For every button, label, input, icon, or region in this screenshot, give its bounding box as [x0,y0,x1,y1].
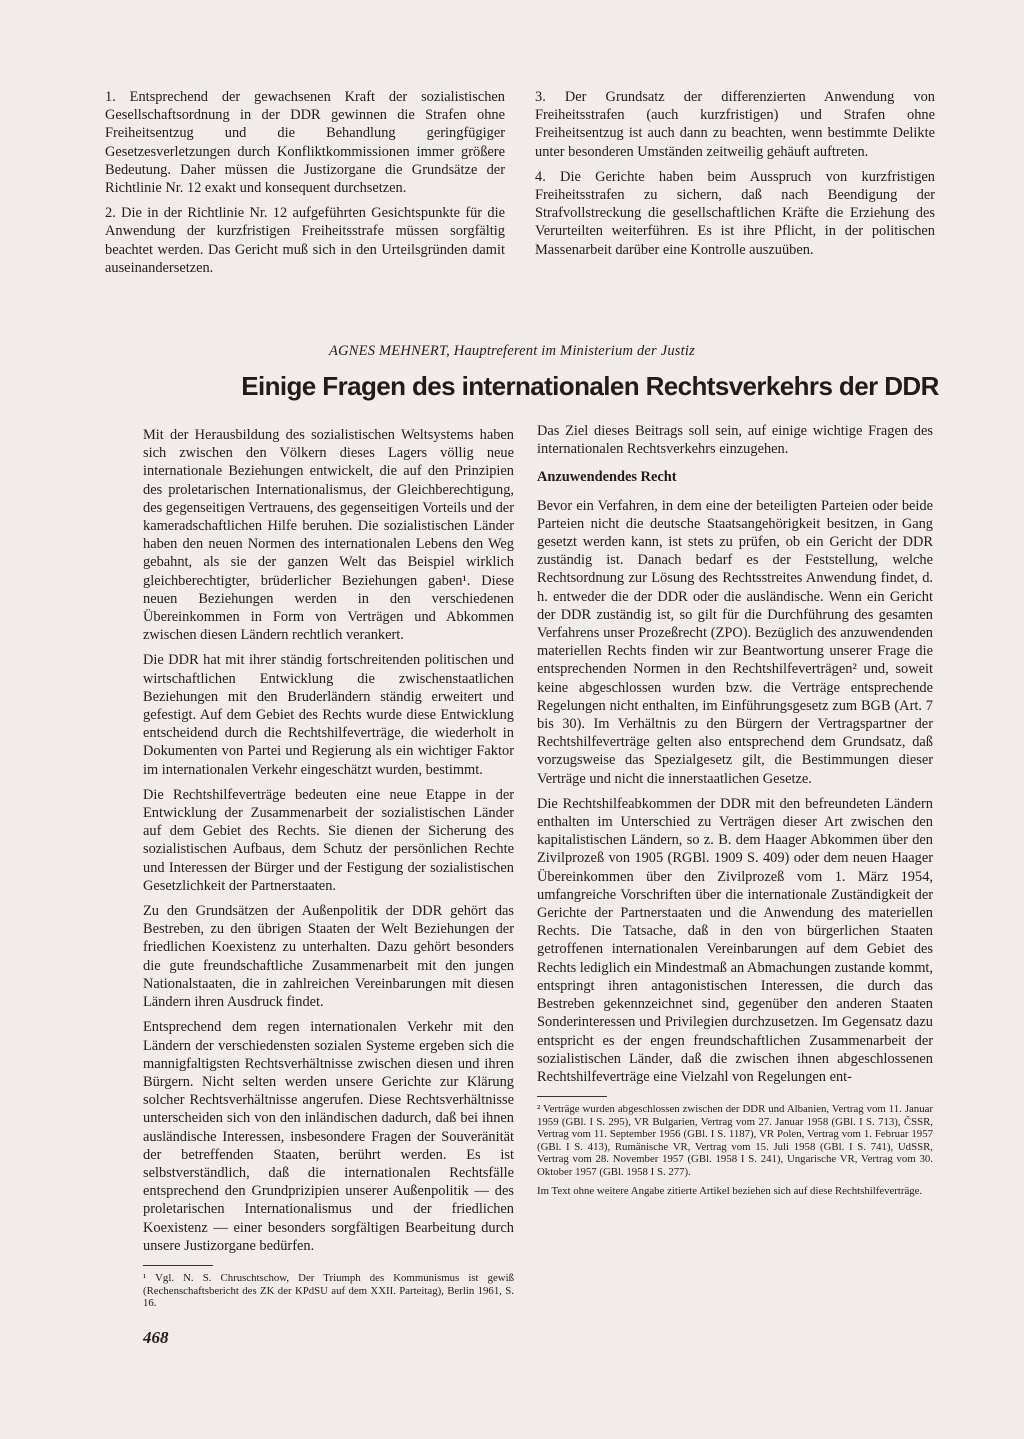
list-item: 2. Die in der Richtlinie Nr. 12 aufgeführten Gesichtspunkte für die Anwendung der kurzfristigen Freiheitsstrafe müssen sorgfältig beachtet werden. Das Gericht muß sich in den Urteilsgründen damit auseinandersetzen. [105,205,505,276]
paragraph: Die Rechtshilfeverträge bedeuten eine neue Etappe in der Entwicklung der Zusammenarbeit der sozialistischen Länder auf dem Gebiet des Rechts. Sie dienen der Sicherung des sozialistischen Aufbaus, dem Schutz der persönlichen Rechte und Interessen der Bürger und der Festigung der sozialistischen Gesetzlichkeit der Partnerstaaten. [143,786,514,894]
footnote: ¹ Vgl. N. S. Chruschtschow, Der Triumph des Kommunismus ist gewiß (Rechenschaftsbericht des ZK der KPdSU auf dem XXII. Parteitag), Berlin 1961, S. 16. [143,1271,514,1310]
paragraph: Die Rechtshilfeabkommen der DDR mit den befreundeten Ländern enthalten im Unterschied zu Verträgen dieser Art zwischen den kapitalistischen Ländern, so z. B. dem Haager Abkommen über den Zivilprozeß von 1905 (RGBl. 1909 S. 409) oder dem neuen Haager Übereinkommen über den Zivilprozeß vom 1. März 1954, umfangreiche Vorschriften über die internationale Zuständigkeit der Gerichte der Partnerstaaten und die Anwendung des materiellen Rechts. Die Tatsache, daß in den von bürgerlichen Staaten getroffenen internationalen Vereinbarungen auf dem Gebiet des Rechts lediglich ein Mindestmaß an Abmachungen zustande kommt, entspringt ihren antagonistischen Interessen, die durch das Bestreben gekennzeichnet sind, gegenüber den anderen Staaten Sonderinteressen und Privilegien durchzusetzen. Im Gegensatz dazu entspricht es der engen freundschaftlichen Zusammenarbeit der sozialistischen Länder, daß die zwischen ihnen abgeschlossenen Rechtshilfeverträge eine Vielzahl von Regelungen ent- [537,795,933,1085]
body-left-column [143,426,514,1316]
paragraph: Mit der Herausbildung des sozialistischen Weltsystems haben sich zwischen den Völkern dieses Lagers völlig neue internationale Beziehungen entwickelt, die auf den Prinzipien des proletarischen Internationalismus, der Gleichberechtigung, des gegenseitigen Vertrauens, des gegenseitigen Vorteils und der kameradschaftlichen Hilfe beruhen. Die sozialistischen Länder haben den neuen Normen des internationalen Lebens den Weg gebahnt, als sie der ganzen Welt das Beispiel wirklich gleichberechtigter, brüderlicher Beziehungen gaben¹. Diese neuen Beziehungen werden in den verschiedenen Übereinkommen in Form von Verträgen und Abkommen zwischen diesen Ländern rechtlich verankert. [143,427,514,644]
footnote-block [537,1103,933,1197]
top-left-column [105,88,505,284]
top-right-column [535,88,935,266]
paragraph: Bevor ein Verfahren, in dem eine der beteiligten Parteien oder beide Parteien nicht die deutsche Staatsangehörigkeit besitzen, in Gang gesetzt werden kann, ist stets zu prüfen, ob ein Gericht der DDR zuständig ist. Danach bedarf es der Feststellung, welche Rechtsordnung zur Lösung des Rechtsstreites Anwendung findet, d. h. entweder die der DDR oder die ausländische. Wenn ein Gericht der DDR zuständig ist, so gilt für die Durchführung des gesamten Verfahrens unser Prozeßrecht (ZPO). Bezüglich des anzuwendenden materiellen Rechts finden wir zur Beantwortung unserer Frage die entsprechenden Normen in den Rechtshilfeverträgen² und, soweit keine abgeschlossen wurden bzw. die Verträge entsprechende Regelungen nicht enthalten, im Einführungsgesetz zum BGB (Art. 7 bis 30). Im Verhältnis zu den Bürgern der Vertragspartner der Rechtshilfeverträge gelten also entsprechend dem Grundsatz, daß vorzugsweise das Spezialgesetz gilt, die Bestimmungen dieser Verträge und nicht die innerstaatlichen Gesetze. [537,497,933,787]
body-right-column [537,422,933,1203]
paragraph: Entsprechend dem regen internationalen Verkehr mit den Ländern der verschiedensten sozialen Systeme ergeben sich die mannigfaltigsten Rechtsverhältnisse zwischen diesen und ihren Bürgern. Nicht selten werden unsere Gerichte zur Klärung solcher Rechtsverhältnisse angerufen. Diese Rechtsverhältnisse unterscheiden sich von den inländischen dadurch, daß bei ihnen ausländische Interessen, insbesondere Fragen der Souveränität der betreffenden Staaten, berührt werden. Es ist selbstverständlich, daß die internationalen Rechtsfälle entsprechend den Grundprizipien unserer Außenpolitik — des proletarischen Internationalismus und der friedlichen Koexistenz — einer besonders sorgfältigen Bearbeitung durch unsere Justizorgane bedürfen. [143,1019,514,1254]
footnote-block [143,1272,514,1310]
section-heading: Anzuwendendes Recht [537,469,677,486]
footnote-note: Im Text ohne weitere Angabe zitierte Artikel beziehen sich auf diese Rechtshilfeverträge. [537,1184,923,1197]
intro-paragraph: Das Ziel dieses Beitrags soll sein, auf einige wichtige Fragen des internationalen Rechtsverkehrs einzugehen. [537,423,933,458]
article-title: Einige Fragen des internationalen Rechtsverkehrs der DDR [241,371,939,401]
list-item: 4. Die Gerichte haben beim Ausspruch von kurzfristigen Freiheitsstrafen zu sichern, daß nach Beendigung der Strafvollstreckung die gesellschaftlichen Kräfte die Erziehung des Verurteilten weiterführen. Es ist ihre Pflicht, in der politischen Massenarbeit darüber eine Kontrolle auszuüben. [535,168,935,258]
footnote: ² Verträge wurden abgeschlossen zwischen der DDR und Albanien, Vertrag vom 11. Januar 1959 (GBl. I S. 295), VR Bulgarien, Vertrag vom 27. Januar 1958 (GBl. I S. 713), ČSSR, Vertrag vom 11. September 1956 (GBl. I S. 1187), VR Polen, Vertrag vom 1. Februar 1957 (GBl. I S. 413), Rumänische VR, Vertrag vom 15. Juli 1958 (GBl. I S. 741), UdSSR, Vertrag vom 28. November 1957 (GBl. 1958 I S. 241), Ungarische VR, Vertrag vom 30. Oktober 1957 (GBl. 1958 I S. 277). [537,1103,933,1179]
page-number: 468 [143,1328,169,1347]
footnote-divider [143,1265,213,1266]
list-item: 1. Entsprechend der gewachsenen Kraft der sozialistischen Gesellschaftsordnung in der DDR gewinnen die Strafen ohne Freiheitsentzug und die Behandlung geringfügiger Gesetzesverletzungen durch Konfliktkommissionen immer größere Bedeutung. Daher müssen die Justizorgane die Grundsätze der Richtlinie Nr. 12 exakt und konsequent durchsetzen. [105,89,505,197]
article-byline: AGNES MEHNERT, Hauptreferent im Ministerium der Justiz [329,343,695,359]
paragraph: Die DDR hat mit ihrer ständig fortschreitenden politischen und wirtschaftlichen Entwicklung die zwischenstaatlichen Beziehungen mit den Bruderländern ständig erweitert und gefestigt. Auf dem Gebiet des Rechts wurde diese Entwicklung entscheidend durch die Rechtshilfeverträge, die wiederholt in Dokumenten von Partei und Regierung als ein wichtiger Faktor im internationalen Verkehr eingeschätzt wurden, bestimmt. [143,652,514,778]
footnote-divider [537,1096,607,1097]
paragraph: Zu den Grundsätzen der Außenpolitik der DDR gehört das Bestreben, zu den übrigen Staaten der Welt Beziehungen der friedlichen Koexistenz zu unterhalten. Dazu gehört besonders die gute freundschaftliche Zusammenarbeit mit den jungen Nationalstaaten, die in zahlreichen Vereinbarungen mit diesen Ländern ihren Ausdruck findet. [143,903,514,1011]
list-item: 3. Der Grundsatz der differenzierten Anwendung von Freiheitsstrafen (auch kurzfristigen) und Strafen ohne Freiheitsentzug ist auch dann zu beachten, wenn bestimmte Delikte unter besonderen Umständen zeitweilig gehäuft auftreten. [535,89,935,160]
